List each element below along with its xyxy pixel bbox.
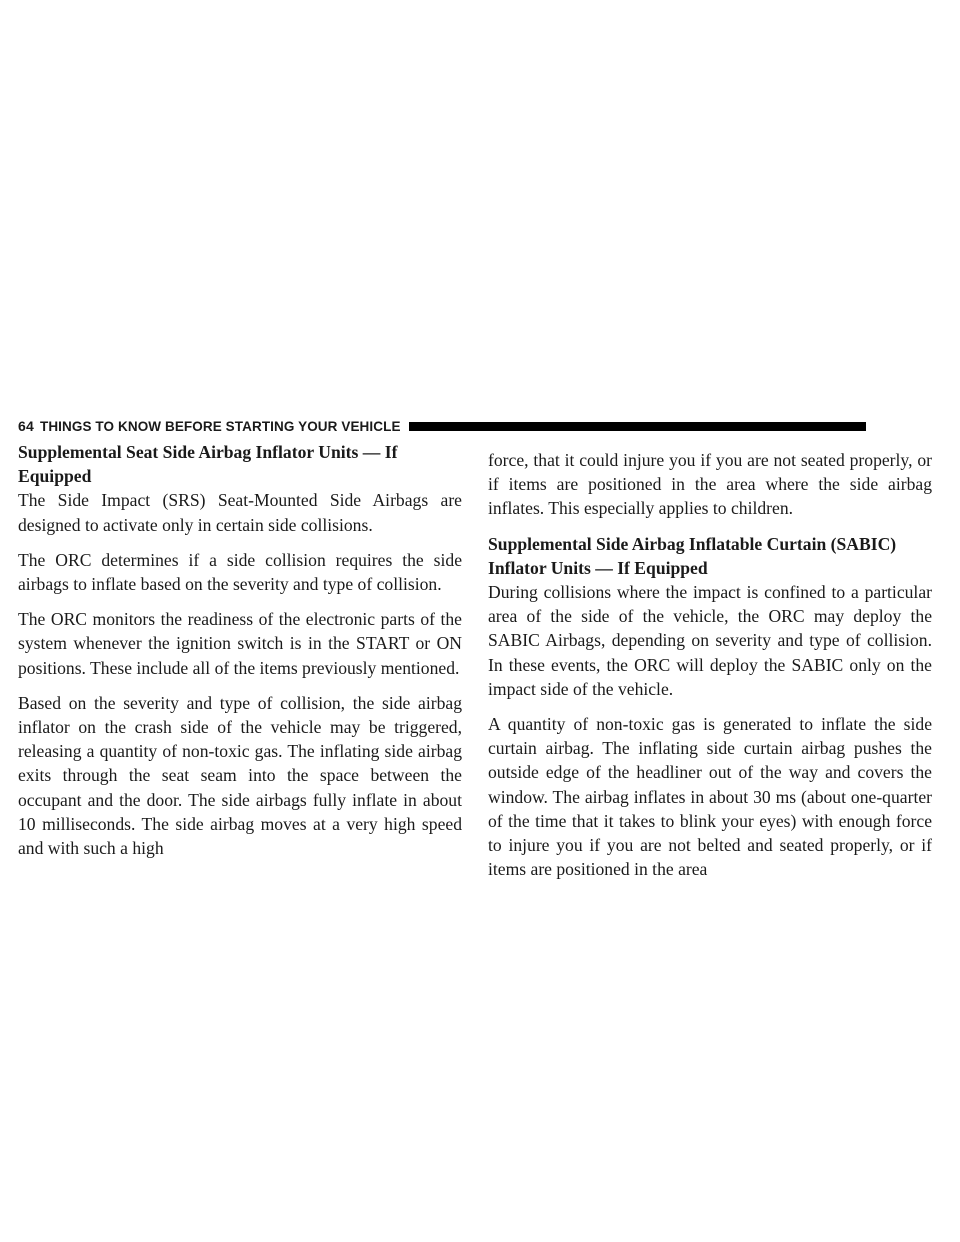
paragraph: The ORC determines if a side collision requires the side airbags to inflate based on the severity and type of collision.	[18, 549, 462, 595]
paragraph: The Side Impact (SRS) Seat-Mounted Side Airbags are designed to activate only in certain side collisions.	[18, 490, 462, 535]
continued-paragraph: force, that it could injure you if you are not seated properly, or if items are positioned in the area where the side airbag inflates. This especially applies to children.	[488, 450, 932, 519]
right-column	[488, 448, 932, 881]
sabic-heading: Supplemental Side Airbag Inflatable Curtain (SABIC) Inflator Units — If Equipped	[488, 533, 897, 578]
section-title: THINGS TO KNOW BEFORE STARTING YOUR VEHICLE	[39, 418, 401, 434]
page-header	[18, 417, 866, 435]
paragraph: During collisions where the impact is confined to a particular area of the side of the vehicle, the ORC may deploy the SABIC Airbags, depending on severity and type of collision. In these events, the ORC will deploy the SABIC only on the impact side of the vehicle.	[488, 582, 932, 699]
paragraph: The ORC monitors the readiness of the electronic parts of the system whenever the ignition switch is in the START or ON positions. These include all of the items previously mentioned.	[18, 609, 462, 678]
header-rule	[409, 422, 866, 431]
paragraph: Based on the severity and type of collision, the side airbag inflator on the crash side of the vehicle may be triggered, releasing a quantity of non-toxic gas. The inflating side airbag exits through the seat seam into the space between the occupant and the door. The side airbags fully inflate in about 10 milliseconds. The side airbag moves at a very high speed and with such a high	[18, 692, 462, 859]
page-number: 64	[18, 418, 34, 434]
paragraph: A quantity of non-toxic gas is generated to inflate the side curtain airbag. The inflating side curtain airbag pushes the outside edge of the headliner out of the way and covers the window. The airbag inflates in about 30 ms (about one-quarter of the time that it takes to blink your eyes) with enough force to injure you if you are not belted and seated properly, or if items are positioned in the area	[488, 714, 932, 880]
left-column	[18, 440, 462, 860]
seat-side-airbag-heading: Supplemental Seat Side Airbag Inflator Units — If Equipped	[18, 442, 398, 487]
